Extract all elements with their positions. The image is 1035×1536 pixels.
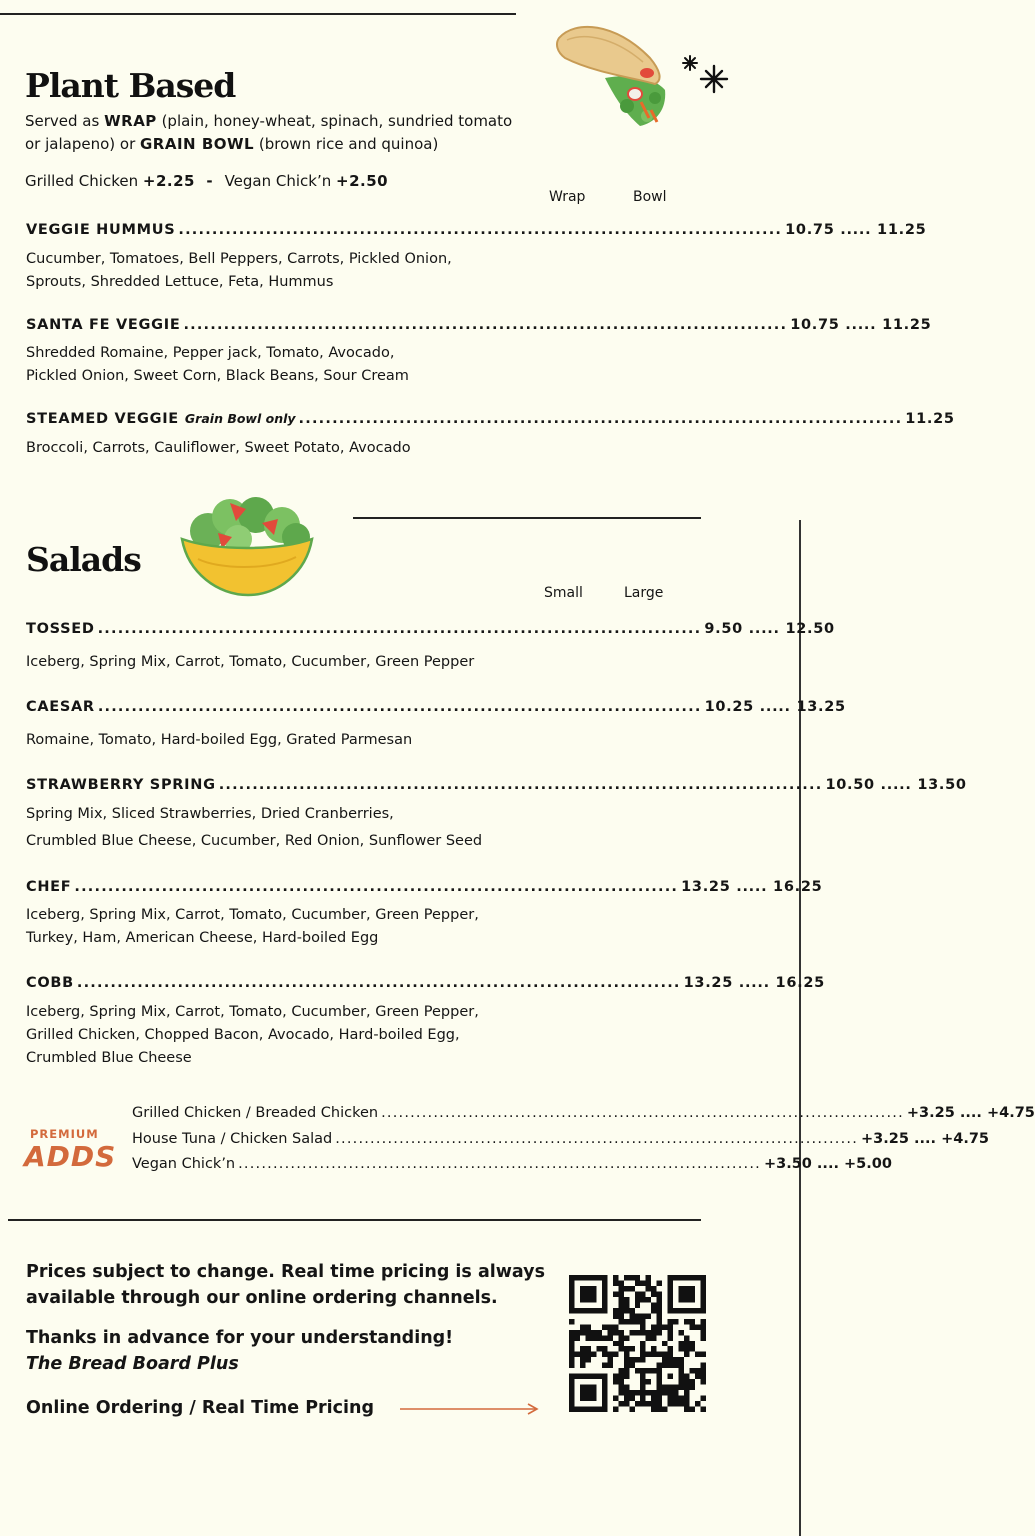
menu-item-chef [26, 879, 823, 901]
col-head-bowl: Bowl [633, 189, 667, 205]
item-price: 10.50 ..... 13.50 [825, 777, 967, 793]
wrap-keyword: WRAP [104, 112, 157, 130]
item-desc: Crumbled Blue Cheese, Cucumber, Red Onion, Sunflower Seed [26, 833, 483, 849]
menu-item-santa-fe-veggie [26, 317, 932, 339]
add-price: +3.50 .... +5.00 [763, 1156, 892, 1172]
plant-intro-line-2 [25, 133, 438, 156]
item-desc: Iceberg, Spring Mix, Carrot, Tomato, Cucumber, Green Pepper, [26, 1004, 479, 1020]
addon-separator: - [194, 172, 225, 190]
item-name: STRAWBERRY SPRING [26, 777, 216, 793]
item-note: Grain Bowl only [184, 411, 296, 426]
intro-text: Served as [25, 112, 105, 130]
leader-dots: .......................................................................................... [74, 879, 679, 895]
leader-dots: .......................................................................................... [76, 975, 681, 991]
leader-dots: .......................................................................................... [335, 1131, 859, 1147]
premium-label: PREMIUM [30, 1127, 99, 1141]
arrow-right-icon [398, 1401, 542, 1417]
col-head-small: Small [544, 585, 583, 601]
wrap-illustration [555, 18, 675, 136]
add-price: +3.25 .... +4.75 [861, 1131, 990, 1147]
wrap-options: (plain, honey-wheat, spinach, sundried tomato [156, 112, 513, 130]
leader-dots: .......................................................................................... [218, 777, 823, 793]
sparkle-icon [678, 52, 734, 98]
premium-add-row [132, 1105, 1035, 1121]
item-desc: Grilled Chicken, Chopped Bacon, Avocado, Hard-boiled Egg, [26, 1027, 460, 1043]
premium-add-row [132, 1156, 892, 1172]
salad-bowl-illustration [178, 493, 316, 601]
plant-intro-line-1 [25, 110, 512, 133]
footer-rule [8, 1219, 701, 1221]
top-rule [0, 13, 516, 15]
adds-label: ADDS [24, 1140, 117, 1173]
salads-rule [353, 517, 701, 519]
item-desc: Cucumber, Tomatoes, Bell Peppers, Carrots, Pickled Onion, [26, 251, 452, 267]
item-desc: Iceberg, Spring Mix, Carrot, Tomato, Cucumber, Green Pepper, [26, 907, 479, 923]
qr-code[interactable] [569, 1275, 706, 1412]
item-price: 13.25 ..... 16.25 [683, 975, 825, 991]
addon-label: Grilled Chicken [25, 172, 143, 190]
menu-item-tossed [26, 621, 835, 643]
add-name: Grilled Chicken / Breaded Chicken [132, 1105, 379, 1121]
item-desc: Broccoli, Carrots, Cauliflower, Sweet Potato, Avocado [26, 440, 411, 456]
premium-add-row [132, 1131, 990, 1147]
pricing-note: available through our online ordering channels. [26, 1288, 498, 1308]
leader-dots: .......................................................................................... [178, 222, 783, 238]
plant-based-title: Plant Based [25, 66, 236, 105]
bowl-options: (brown rice and quinoa) [254, 135, 439, 153]
col-head-large: Large [624, 585, 664, 601]
item-desc: Romaine, Tomato, Hard-boiled Egg, Grated Parmesan [26, 732, 413, 748]
item-name: TOSSED [26, 621, 95, 637]
item-price: 13.25 ..... 16.25 [681, 879, 823, 895]
add-name: House Tuna / Chicken Salad [132, 1131, 333, 1147]
item-desc: Spring Mix, Sliced Strawberries, Dried Cranberries, [26, 806, 394, 822]
item-price: 9.50 ..... 12.50 [704, 621, 835, 637]
leader-dots: .......................................................................................... [183, 317, 788, 333]
menu-item-cobb [26, 975, 825, 997]
item-name: VEGGIE HUMMUS [26, 222, 176, 238]
intro-text: or jalapeno) or [25, 135, 140, 153]
addon-price: +2.50 [336, 172, 389, 190]
leader-dots: .......................................................................................... [381, 1105, 904, 1121]
item-name: CHEF [26, 879, 72, 895]
item-desc: Pickled Onion, Sweet Corn, Black Beans, Sour Cream [26, 368, 409, 384]
item-name: SANTA FE VEGGIE [26, 317, 181, 333]
item-name: COBB [26, 975, 74, 991]
menu-item-strawberry-spring [26, 777, 967, 799]
item-desc: Turkey, Ham, American Cheese, Hard-boiled Egg [26, 930, 379, 946]
item-desc: Shredded Romaine, Pepper jack, Tomato, Avocado, [26, 345, 395, 361]
item-desc: Iceberg, Spring Mix, Carrot, Tomato, Cucumber, Green Pepper [26, 654, 475, 670]
add-name: Vegan Chick’n [132, 1156, 236, 1172]
item-name: CAESAR [26, 699, 95, 715]
addon-price: +2.25 [142, 172, 195, 190]
leader-dots: .......................................................................................... [298, 411, 903, 427]
item-price: 11.25 [905, 411, 955, 427]
menu-item-veggie-hummus [26, 222, 927, 244]
thanks-note: Thanks in advance for your understanding! [26, 1328, 454, 1348]
leader-dots: .......................................................................................... [97, 621, 702, 637]
add-price: +3.25 .... +4.75 [906, 1105, 1035, 1121]
item-desc: Sprouts, Shredded Lettuce, Feta, Hummus [26, 274, 334, 290]
addon-label: Vegan Chick’n [224, 172, 337, 190]
item-price: 10.75 ..... 11.25 [785, 222, 927, 238]
salads-title: Salads [26, 540, 141, 579]
col-head-wrap: Wrap [549, 189, 586, 205]
item-desc: Crumbled Blue Cheese [26, 1050, 192, 1066]
item-name: STEAMED VEGGIE [26, 411, 179, 427]
menu-item-caesar [26, 699, 846, 721]
item-price: 10.25 ..... 13.25 [704, 699, 846, 715]
business-name: The Bread Board Plus [26, 1354, 239, 1374]
page-edge [799, 520, 801, 1536]
grain-bowl-keyword: GRAIN BOWL [140, 135, 255, 153]
online-ordering-link[interactable]: Online Ordering / Real Time Pricing [26, 1398, 375, 1418]
item-price: 10.75 ..... 11.25 [790, 317, 932, 333]
plant-addons [25, 170, 388, 193]
pricing-note: Prices subject to change. Real time pricing is always [26, 1262, 546, 1282]
leader-dots: .......................................................................................... [97, 699, 702, 715]
menu-item-steamed-veggie [26, 411, 955, 433]
leader-dots: .......................................................................................... [238, 1156, 761, 1172]
